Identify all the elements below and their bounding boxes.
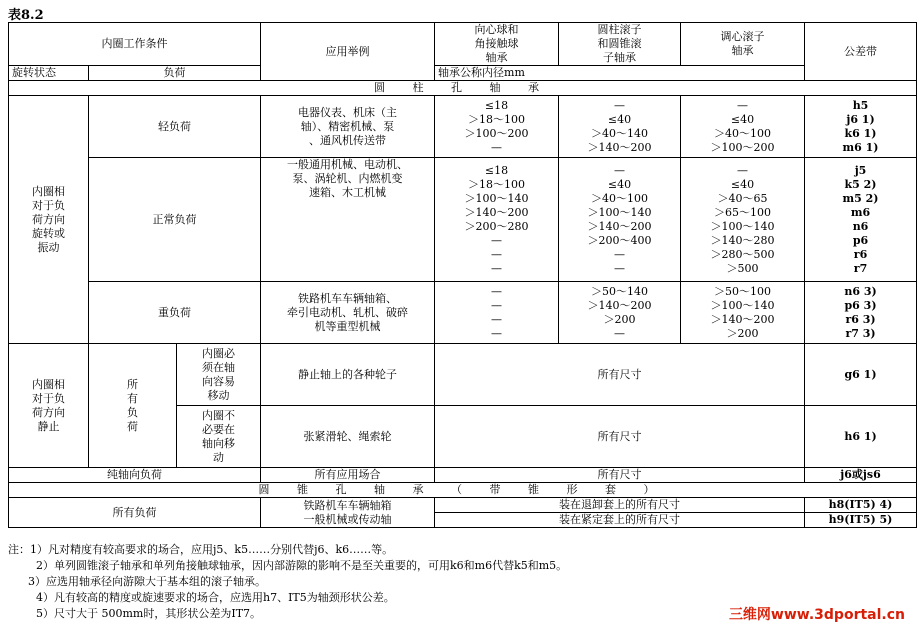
load-header: 负荷: [89, 66, 261, 81]
axial-fixed-size: 所有尺寸: [435, 406, 805, 468]
pure-axial-tolerance: j6或js6: [805, 468, 917, 483]
pure-axial-size: 所有尺寸: [435, 468, 805, 483]
normal-load-sph-range: — ≤40 ＞40～65 ＞65～100 ＞100～140 ＞140～280 ＞280～500 ＞500: [681, 158, 805, 282]
withdrawal-sleeve-tolerance: h8(IT5) 4): [805, 498, 917, 513]
rotation-state-header: 旋转状态: [9, 66, 89, 81]
withdrawal-sleeve-condition: 装在退卸套上的所有尺寸: [435, 498, 805, 513]
ball-bearing-header: 向心球和 角接触球 轴承: [435, 23, 559, 66]
light-load-sph-range: — ≤40 ＞40～100 ＞100～200: [681, 96, 805, 158]
light-load-label: 轻负荷: [89, 96, 261, 158]
light-load-cyl-range: — ≤40 ＞40～140 ＞140～200: [559, 96, 681, 158]
pure-axial-load-label: 纯轴向负荷: [9, 468, 261, 483]
cylindrical-bearing-header: 圆柱滚子 和圆锥滚 子轴承: [559, 23, 681, 66]
adapter-sleeve-tolerance: h9(IT5) 5): [805, 513, 917, 528]
watermark: 三维网www.3dportal.cn: [728, 607, 905, 623]
note-1: 注：1）凡对精度有较高要求的场合，应用j5、k5……分别代替j6、k6……等。: [8, 543, 394, 556]
heavy-load-tolerance: n6 3) p6 3) r6 3) r7 3): [805, 282, 917, 344]
inner-ring-condition-header: 内圈工作条件: [9, 23, 261, 66]
pure-axial-application: 所有应用场合: [261, 468, 435, 483]
heavy-load-label: 重负荷: [89, 282, 261, 344]
normal-load-tolerance: j5 k5 2) m5 2) m6 n6 p6 r6 r7: [805, 158, 917, 282]
heavy-load-sph-range: ＞50～100 ＞100～140 ＞140～200 ＞200: [681, 282, 805, 344]
note-2: 2）单列圆锥滚子轴承和单列角接触球轴承，因内部游隙的影响不是至关重要的，可用k6和m6代替k5和m5。: [36, 559, 568, 572]
normal-load-label: 正常负荷: [89, 158, 261, 282]
heavy-load-application: 铁路机车车辆轴箱、 牵引电动机、轧机、破碎 机等重型机械: [261, 282, 435, 344]
note-5: 5）尺寸大于 500mm时，其形状公差为IT7。: [36, 607, 262, 620]
tapered-section-title: 圆 锥 孔 轴 承 （ 带 锥 形 套 ）: [9, 483, 917, 498]
table-caption: 表8.2: [8, 8, 44, 23]
axial-movable-size: 所有尺寸: [435, 344, 805, 406]
axial-fixed-condition: 内圈不 必要在 轴向移 动: [177, 406, 261, 468]
axial-fixed-application: 张紧滑轮、绳索轮: [261, 406, 435, 468]
all-loads-label: 所 有 负 荷: [89, 344, 177, 468]
heavy-load-ball-range: — — — —: [435, 282, 559, 344]
light-load-application: 电器仪表、机床（主 轴）、精密机械、泵 、通风机传送带: [261, 96, 435, 158]
cylindrical-section-title: 圆 柱 孔 轴 承: [9, 81, 917, 96]
bore-diameter-header: 轴承公称内径mm: [435, 66, 805, 81]
spherical-bearing-header: 调心滚子 轴承: [681, 23, 805, 66]
axial-movable-application: 静止轴上的各种轮子: [261, 344, 435, 406]
tolerance-table: [8, 22, 917, 528]
note-4: 4）凡有较高的精度或旋速要求的场合，应选用h7、IT5为轴颈形状公差。: [36, 591, 395, 604]
tapered-all-loads-label: 所有负荷: [9, 498, 261, 528]
axial-movable-tolerance: g6 1): [805, 344, 917, 406]
normal-load-cyl-range: — ≤40 ＞40～100 ＞100～140 ＞140～200 ＞200～400 — —: [559, 158, 681, 282]
light-load-ball-range: ≤18 ＞18～100 ＞100～200 —: [435, 96, 559, 158]
normal-load-ball-range: ≤18 ＞18～100 ＞100～140 ＞140～200 ＞200～280 — — —: [435, 158, 559, 282]
adapter-sleeve-condition: 装在紧定套上的所有尺寸: [435, 513, 805, 528]
axial-fixed-tolerance: h6 1): [805, 406, 917, 468]
application-header: 应用举例: [261, 23, 435, 81]
tolerance-header: 公差带: [805, 23, 917, 81]
stationary-condition-label: 内圈相 对于负 荷方向 静止: [9, 344, 89, 468]
note-3: 3）应选用轴承径向游隙大于基本组的滚子轴承。: [28, 575, 266, 588]
axial-movable-condition: 内圈必 须在轴 向容易 移动: [177, 344, 261, 406]
rotating-condition-label: 内圈相 对于负 荷方向 旋转或 振动: [9, 96, 89, 344]
tapered-application: 铁路机车车辆轴箱 一般机械或传动轴: [261, 498, 435, 528]
light-load-tolerance: h5 j6 1) k6 1) m6 1): [805, 96, 917, 158]
heavy-load-cyl-range: ＞50～140 ＞140～200 ＞200 —: [559, 282, 681, 344]
normal-load-application: 一般通用机械、电动机、 泵、涡轮机、内燃机变 速箱、木工机械: [261, 158, 435, 282]
